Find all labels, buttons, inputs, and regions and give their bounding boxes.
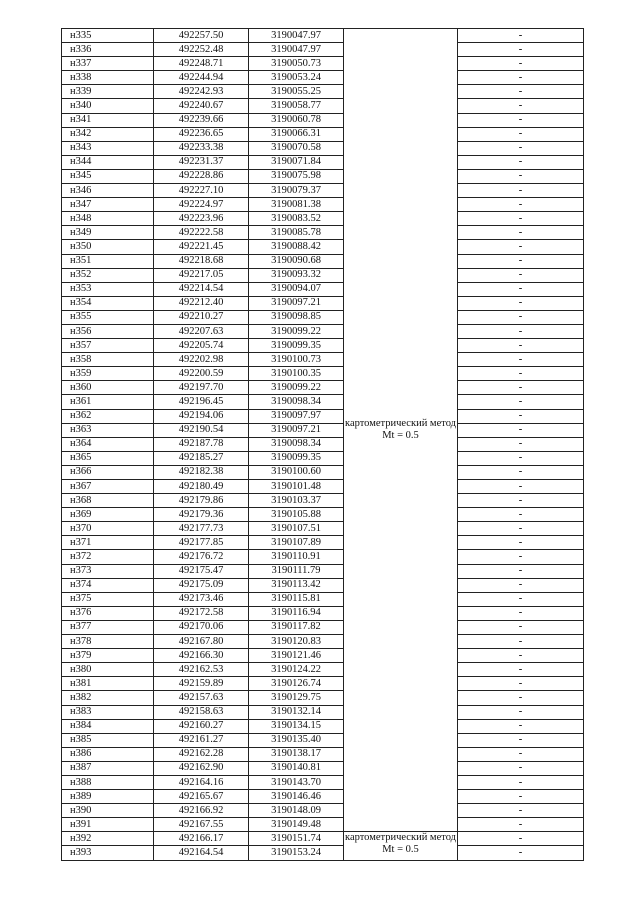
table-row [62, 198, 584, 212]
y-coordinate-cell: 3190143.70 [249, 775, 344, 789]
dash-cell: - [458, 635, 584, 649]
x-coordinate-cell: 492170.06 [154, 620, 249, 634]
table-row [62, 705, 584, 719]
dash-cell: - [458, 226, 584, 240]
dash-cell: - [458, 592, 584, 606]
x-coordinate-cell: 492205.74 [154, 339, 249, 353]
x-coordinate-cell: 492207.63 [154, 324, 249, 338]
dash-cell: - [458, 790, 584, 804]
point-number-cell: н364 [62, 437, 154, 451]
table-row [62, 296, 584, 310]
table-row [62, 71, 584, 85]
y-coordinate-cell: 3190117.82 [249, 620, 344, 634]
y-coordinate-cell: 3190146.46 [249, 790, 344, 804]
dash-cell: - [458, 818, 584, 832]
x-coordinate-cell: 492167.80 [154, 635, 249, 649]
point-number-cell: н387 [62, 761, 154, 775]
y-coordinate-cell: 3190099.35 [249, 451, 344, 465]
y-coordinate-cell: 3190099.22 [249, 381, 344, 395]
point-number-cell: н389 [62, 790, 154, 804]
table-row [62, 606, 584, 620]
y-coordinate-cell: 3190058.77 [249, 99, 344, 113]
x-coordinate-cell: 492222.58 [154, 226, 249, 240]
dash-cell: - [458, 465, 584, 479]
table-row [62, 592, 584, 606]
table-row [62, 184, 584, 198]
table-row [62, 691, 584, 705]
table-row [62, 169, 584, 183]
table-row [62, 733, 584, 747]
x-coordinate-cell: 492236.65 [154, 127, 249, 141]
y-coordinate-cell: 3190151.74 [249, 832, 344, 846]
point-number-cell: н340 [62, 99, 154, 113]
point-number-cell: н385 [62, 733, 154, 747]
point-number-cell: н384 [62, 719, 154, 733]
dash-cell: - [458, 747, 584, 761]
y-coordinate-cell: 3190100.60 [249, 465, 344, 479]
dash-cell: - [458, 367, 584, 381]
dash-cell: - [458, 282, 584, 296]
y-coordinate-cell: 3190090.68 [249, 254, 344, 268]
y-coordinate-cell: 3190135.40 [249, 733, 344, 747]
x-coordinate-cell: 492167.55 [154, 818, 249, 832]
method-cell: картометрический метод Mt = 0.5 [344, 29, 458, 832]
table-row [62, 846, 584, 860]
y-coordinate-cell: 3190105.88 [249, 508, 344, 522]
point-number-cell: н372 [62, 550, 154, 564]
y-coordinate-cell: 3190055.25 [249, 85, 344, 99]
dash-cell: - [458, 761, 584, 775]
x-coordinate-cell: 492176.72 [154, 550, 249, 564]
point-number-cell: н370 [62, 522, 154, 536]
y-coordinate-cell: 3190126.74 [249, 677, 344, 691]
dash-cell: - [458, 677, 584, 691]
table-row [62, 99, 584, 113]
x-coordinate-cell: 492233.38 [154, 141, 249, 155]
x-coordinate-cell: 492248.71 [154, 57, 249, 71]
point-number-cell: н363 [62, 423, 154, 437]
y-coordinate-cell: 3190088.42 [249, 240, 344, 254]
y-coordinate-cell: 3190079.37 [249, 184, 344, 198]
x-coordinate-cell: 492180.49 [154, 480, 249, 494]
point-number-cell: н352 [62, 268, 154, 282]
point-number-cell: н379 [62, 649, 154, 663]
y-coordinate-cell: 3190101.48 [249, 480, 344, 494]
point-number-cell: н359 [62, 367, 154, 381]
y-coordinate-cell: 3190107.89 [249, 536, 344, 550]
point-number-cell: н342 [62, 127, 154, 141]
coordinates-table-body [62, 29, 584, 861]
y-coordinate-cell: 3190081.38 [249, 198, 344, 212]
point-number-cell: н388 [62, 775, 154, 789]
dash-cell: - [458, 494, 584, 508]
x-coordinate-cell: 492161.27 [154, 733, 249, 747]
y-coordinate-cell: 3190113.42 [249, 578, 344, 592]
table-row [62, 832, 584, 846]
x-coordinate-cell: 492159.89 [154, 677, 249, 691]
x-coordinate-cell: 492197.70 [154, 381, 249, 395]
dash-cell: - [458, 719, 584, 733]
point-number-cell: н378 [62, 635, 154, 649]
dash-cell: - [458, 324, 584, 338]
y-coordinate-cell: 3190075.98 [249, 169, 344, 183]
x-coordinate-cell: 492179.86 [154, 494, 249, 508]
table-row [62, 324, 584, 338]
x-coordinate-cell: 492200.59 [154, 367, 249, 381]
table-row [62, 536, 584, 550]
table-row [62, 480, 584, 494]
point-number-cell: н361 [62, 395, 154, 409]
dash-cell: - [458, 775, 584, 789]
point-number-cell: н368 [62, 494, 154, 508]
x-coordinate-cell: 492228.86 [154, 169, 249, 183]
x-coordinate-cell: 492227.10 [154, 184, 249, 198]
point-number-cell: н351 [62, 254, 154, 268]
table-row [62, 564, 584, 578]
y-coordinate-cell: 3190098.34 [249, 437, 344, 451]
x-coordinate-cell: 492179.36 [154, 508, 249, 522]
y-coordinate-cell: 3190053.24 [249, 71, 344, 85]
point-number-cell: н350 [62, 240, 154, 254]
x-coordinate-cell: 492164.54 [154, 846, 249, 860]
table-row [62, 818, 584, 832]
table-row [62, 578, 584, 592]
method-cell: картометрический метод Mt = 0.5 [344, 832, 458, 860]
table-row [62, 155, 584, 169]
dash-cell: - [458, 606, 584, 620]
x-coordinate-cell: 492173.46 [154, 592, 249, 606]
dash-cell: - [458, 451, 584, 465]
dash-cell: - [458, 141, 584, 155]
table-row [62, 254, 584, 268]
dash-cell: - [458, 43, 584, 57]
point-number-cell: н366 [62, 465, 154, 479]
table-row [62, 522, 584, 536]
x-coordinate-cell: 492165.67 [154, 790, 249, 804]
dash-cell: - [458, 155, 584, 169]
y-coordinate-cell: 3190097.21 [249, 296, 344, 310]
dash-cell: - [458, 733, 584, 747]
y-coordinate-cell: 3190100.73 [249, 353, 344, 367]
x-coordinate-cell: 492160.27 [154, 719, 249, 733]
x-coordinate-cell: 492187.78 [154, 437, 249, 451]
x-coordinate-cell: 492157.63 [154, 691, 249, 705]
dash-cell: - [458, 339, 584, 353]
dash-cell: - [458, 310, 584, 324]
x-coordinate-cell: 492239.66 [154, 113, 249, 127]
point-number-cell: н360 [62, 381, 154, 395]
y-coordinate-cell: 3190060.78 [249, 113, 344, 127]
y-coordinate-cell: 3190066.31 [249, 127, 344, 141]
y-coordinate-cell: 3190103.37 [249, 494, 344, 508]
y-coordinate-cell: 3190124.22 [249, 663, 344, 677]
table-row [62, 423, 584, 437]
point-number-cell: н371 [62, 536, 154, 550]
table-row [62, 747, 584, 761]
dash-cell: - [458, 395, 584, 409]
x-coordinate-cell: 492162.28 [154, 747, 249, 761]
table-row [62, 212, 584, 226]
table-row [62, 790, 584, 804]
dash-cell: - [458, 240, 584, 254]
point-number-cell: н344 [62, 155, 154, 169]
y-coordinate-cell: 3190153.24 [249, 846, 344, 860]
point-number-cell: н375 [62, 592, 154, 606]
x-coordinate-cell: 492190.54 [154, 423, 249, 437]
y-coordinate-cell: 3190149.48 [249, 818, 344, 832]
dash-cell: - [458, 198, 584, 212]
y-coordinate-cell: 3190097.21 [249, 423, 344, 437]
point-number-cell: н365 [62, 451, 154, 465]
table-row [62, 381, 584, 395]
dash-cell: - [458, 691, 584, 705]
x-coordinate-cell: 492162.90 [154, 761, 249, 775]
table-row [62, 240, 584, 254]
x-coordinate-cell: 492244.94 [154, 71, 249, 85]
x-coordinate-cell: 492257.50 [154, 29, 249, 43]
dash-cell: - [458, 296, 584, 310]
point-number-cell: н341 [62, 113, 154, 127]
point-number-cell: н373 [62, 564, 154, 578]
point-number-cell: н345 [62, 169, 154, 183]
y-coordinate-cell: 3190110.91 [249, 550, 344, 564]
x-coordinate-cell: 492242.93 [154, 85, 249, 99]
x-coordinate-cell: 492214.54 [154, 282, 249, 296]
point-number-cell: н358 [62, 353, 154, 367]
x-coordinate-cell: 492164.16 [154, 775, 249, 789]
point-number-cell: н338 [62, 71, 154, 85]
point-number-cell: н346 [62, 184, 154, 198]
point-number-cell: н377 [62, 620, 154, 634]
x-coordinate-cell: 492194.06 [154, 409, 249, 423]
dash-cell: - [458, 409, 584, 423]
x-coordinate-cell: 492252.48 [154, 43, 249, 57]
y-coordinate-cell: 3190140.81 [249, 761, 344, 775]
table-row [62, 57, 584, 71]
dash-cell: - [458, 536, 584, 550]
point-number-cell: н356 [62, 324, 154, 338]
x-coordinate-cell: 492221.45 [154, 240, 249, 254]
point-number-cell: н337 [62, 57, 154, 71]
y-coordinate-cell: 3190093.32 [249, 268, 344, 282]
x-coordinate-cell: 492166.92 [154, 804, 249, 818]
point-number-cell: н347 [62, 198, 154, 212]
dash-cell: - [458, 508, 584, 522]
x-coordinate-cell: 492182.38 [154, 465, 249, 479]
table-row [62, 761, 584, 775]
table-row [62, 339, 584, 353]
table-row [62, 282, 584, 296]
dash-cell: - [458, 99, 584, 113]
dash-cell: - [458, 649, 584, 663]
x-coordinate-cell: 492158.63 [154, 705, 249, 719]
x-coordinate-cell: 492223.96 [154, 212, 249, 226]
dash-cell: - [458, 254, 584, 268]
x-coordinate-cell: 492231.37 [154, 155, 249, 169]
point-number-cell: н391 [62, 818, 154, 832]
table-row [62, 719, 584, 733]
dash-cell: - [458, 184, 584, 198]
table-row [62, 353, 584, 367]
table-row [62, 635, 584, 649]
y-coordinate-cell: 3190138.17 [249, 747, 344, 761]
x-coordinate-cell: 492166.17 [154, 832, 249, 846]
table-row [62, 437, 584, 451]
point-number-cell: н392 [62, 832, 154, 846]
dash-cell: - [458, 846, 584, 860]
x-coordinate-cell: 492162.53 [154, 663, 249, 677]
dash-cell: - [458, 620, 584, 634]
y-coordinate-cell: 3190148.09 [249, 804, 344, 818]
y-coordinate-cell: 3190047.97 [249, 43, 344, 57]
x-coordinate-cell: 492210.27 [154, 310, 249, 324]
y-coordinate-cell: 3190129.75 [249, 691, 344, 705]
dash-cell: - [458, 804, 584, 818]
table-row [62, 395, 584, 409]
table-row [62, 409, 584, 423]
y-coordinate-cell: 3190121.46 [249, 649, 344, 663]
point-number-cell: н390 [62, 804, 154, 818]
y-coordinate-cell: 3190120.83 [249, 635, 344, 649]
table-row [62, 29, 584, 43]
x-coordinate-cell: 492240.67 [154, 99, 249, 113]
point-number-cell: н335 [62, 29, 154, 43]
table-row [62, 141, 584, 155]
point-number-cell: н362 [62, 409, 154, 423]
point-number-cell: н354 [62, 296, 154, 310]
table-row [62, 268, 584, 282]
dash-cell: - [458, 353, 584, 367]
dash-cell: - [458, 169, 584, 183]
x-coordinate-cell: 492177.85 [154, 536, 249, 550]
point-number-cell: н374 [62, 578, 154, 592]
x-coordinate-cell: 492177.73 [154, 522, 249, 536]
x-coordinate-cell: 492175.09 [154, 578, 249, 592]
dash-cell: - [458, 113, 584, 127]
dash-cell: - [458, 212, 584, 226]
point-number-cell: н380 [62, 663, 154, 677]
table-row [62, 494, 584, 508]
point-number-cell: н355 [62, 310, 154, 324]
point-number-cell: н381 [62, 677, 154, 691]
point-number-cell: н339 [62, 85, 154, 99]
dash-cell: - [458, 437, 584, 451]
y-coordinate-cell: 3190083.52 [249, 212, 344, 226]
dash-cell: - [458, 578, 584, 592]
y-coordinate-cell: 3190047.97 [249, 29, 344, 43]
table-row [62, 663, 584, 677]
point-number-cell: н383 [62, 705, 154, 719]
table-row [62, 85, 584, 99]
dash-cell: - [458, 663, 584, 677]
dash-cell: - [458, 71, 584, 85]
y-coordinate-cell: 3190098.34 [249, 395, 344, 409]
point-number-cell: н353 [62, 282, 154, 296]
dash-cell: - [458, 564, 584, 578]
point-number-cell: н367 [62, 480, 154, 494]
table-row [62, 677, 584, 691]
coordinates-table [61, 28, 584, 861]
x-coordinate-cell: 492202.98 [154, 353, 249, 367]
dash-cell: - [458, 705, 584, 719]
point-number-cell: н382 [62, 691, 154, 705]
y-coordinate-cell: 3190085.78 [249, 226, 344, 240]
dash-cell: - [458, 550, 584, 564]
y-coordinate-cell: 3190132.14 [249, 705, 344, 719]
point-number-cell: н393 [62, 846, 154, 860]
dash-cell: - [458, 127, 584, 141]
dash-cell: - [458, 423, 584, 437]
point-number-cell: н386 [62, 747, 154, 761]
table-row [62, 775, 584, 789]
table-row [62, 451, 584, 465]
dash-cell: - [458, 522, 584, 536]
y-coordinate-cell: 3190050.73 [249, 57, 344, 71]
dash-cell: - [458, 832, 584, 846]
point-number-cell: н343 [62, 141, 154, 155]
x-coordinate-cell: 492166.30 [154, 649, 249, 663]
y-coordinate-cell: 3190100.35 [249, 367, 344, 381]
y-coordinate-cell: 3190134.15 [249, 719, 344, 733]
point-number-cell: н369 [62, 508, 154, 522]
x-coordinate-cell: 492212.40 [154, 296, 249, 310]
dash-cell: - [458, 85, 584, 99]
y-coordinate-cell: 3190111.79 [249, 564, 344, 578]
dash-cell: - [458, 381, 584, 395]
x-coordinate-cell: 492224.97 [154, 198, 249, 212]
x-coordinate-cell: 492217.05 [154, 268, 249, 282]
y-coordinate-cell: 3190097.97 [249, 409, 344, 423]
dash-cell: - [458, 57, 584, 71]
y-coordinate-cell: 3190098.85 [249, 310, 344, 324]
table-row [62, 550, 584, 564]
table-row [62, 113, 584, 127]
y-coordinate-cell: 3190070.58 [249, 141, 344, 155]
table-row [62, 465, 584, 479]
y-coordinate-cell: 3190094.07 [249, 282, 344, 296]
y-coordinate-cell: 3190107.51 [249, 522, 344, 536]
y-coordinate-cell: 3190115.81 [249, 592, 344, 606]
table-row [62, 620, 584, 634]
dash-cell: - [458, 29, 584, 43]
y-coordinate-cell: 3190116.94 [249, 606, 344, 620]
table-row [62, 226, 584, 240]
point-number-cell: н348 [62, 212, 154, 226]
dash-cell: - [458, 268, 584, 282]
table-row [62, 367, 584, 381]
table-row [62, 649, 584, 663]
table-row [62, 43, 584, 57]
x-coordinate-cell: 492218.68 [154, 254, 249, 268]
y-coordinate-cell: 3190099.35 [249, 339, 344, 353]
point-number-cell: н376 [62, 606, 154, 620]
point-number-cell: н336 [62, 43, 154, 57]
y-coordinate-cell: 3190071.84 [249, 155, 344, 169]
point-number-cell: н349 [62, 226, 154, 240]
x-coordinate-cell: 492172.58 [154, 606, 249, 620]
x-coordinate-cell: 492175.47 [154, 564, 249, 578]
table-row [62, 127, 584, 141]
x-coordinate-cell: 492196.45 [154, 395, 249, 409]
dash-cell: - [458, 480, 584, 494]
x-coordinate-cell: 492185.27 [154, 451, 249, 465]
table-row [62, 804, 584, 818]
y-coordinate-cell: 3190099.22 [249, 324, 344, 338]
point-number-cell: н357 [62, 339, 154, 353]
table-row [62, 310, 584, 324]
table-row [62, 508, 584, 522]
